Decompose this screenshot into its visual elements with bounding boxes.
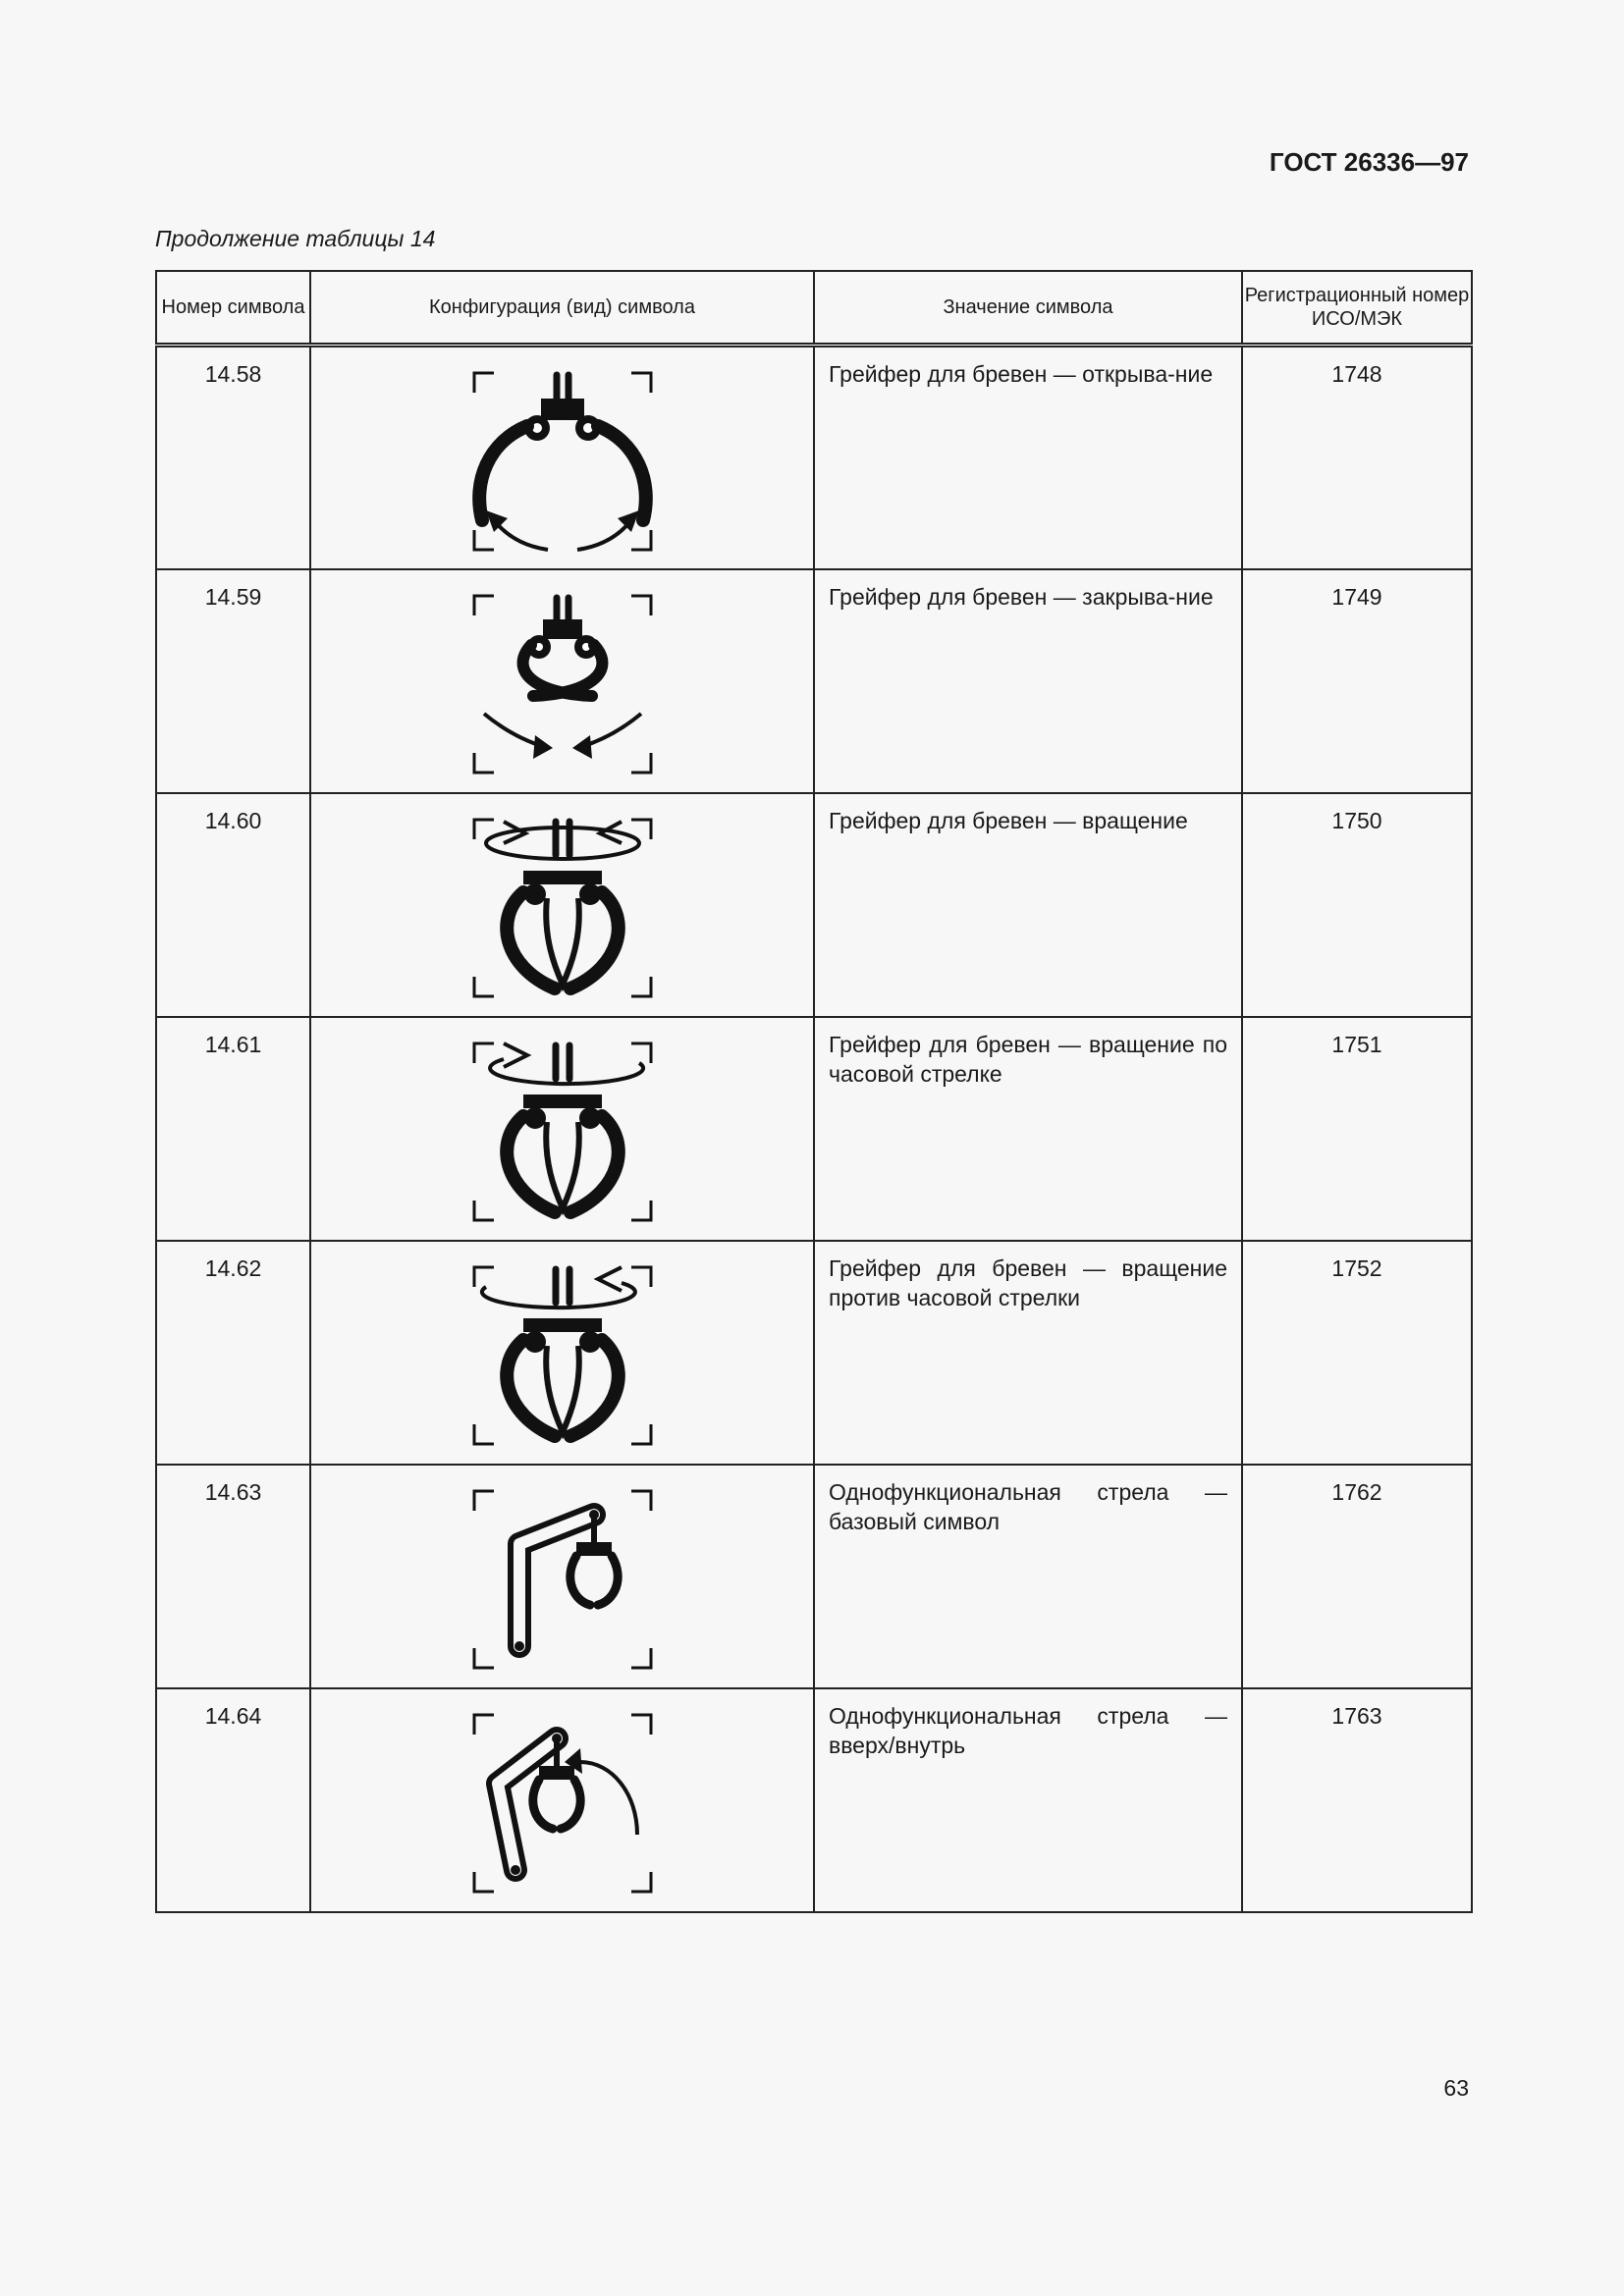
table-row <box>156 1017 1472 1241</box>
page-number: 63 <box>1443 2075 1469 2101</box>
boom-base-icon <box>464 1481 661 1678</box>
symbol-meaning: Однофункциональная стрела — вверх/внутрь <box>814 1688 1242 1912</box>
table-row <box>156 569 1472 793</box>
symbol-meaning: Грейфер для бревен — открыва-ние <box>814 346 1242 569</box>
symbol-number: 14.60 <box>156 793 310 1017</box>
registration-number: 1763 <box>1242 1688 1472 1912</box>
grapple-rotate-icon <box>464 810 661 1006</box>
col-header-reg: Регистрационный номер ИСО/МЭК <box>1242 271 1472 346</box>
symbol-meaning: Грейфер для бревен — вращение против часовой стрелки <box>814 1241 1242 1465</box>
registration-number: 1751 <box>1242 1017 1472 1241</box>
registration-number: 1750 <box>1242 793 1472 1017</box>
symbols-table <box>155 270 1473 1913</box>
symbol-number: 14.62 <box>156 1241 310 1465</box>
grapple-open-icon <box>464 363 661 560</box>
table-row <box>156 346 1472 569</box>
symbol-number: 14.59 <box>156 569 310 793</box>
table-row <box>156 1241 1472 1465</box>
registration-number: 1752 <box>1242 1241 1472 1465</box>
table-row <box>156 1688 1472 1912</box>
registration-number: 1749 <box>1242 569 1472 793</box>
grapple-rotate-ccw-icon <box>464 1257 661 1454</box>
symbol-meaning: Грейфер для бревен — закрыва-ние <box>814 569 1242 793</box>
grapple-rotate-cw-icon <box>464 1034 661 1230</box>
col-header-number: Номер символа <box>156 271 310 346</box>
table-caption: Продолжение таблицы 14 <box>155 226 436 251</box>
registration-number: 1762 <box>1242 1465 1472 1688</box>
col-header-meaning: Значение символа <box>814 271 1242 346</box>
grapple-close-icon <box>464 586 661 782</box>
table-header-row <box>156 271 1472 346</box>
symbol-number: 14.63 <box>156 1465 310 1688</box>
symbol-number: 14.64 <box>156 1688 310 1912</box>
symbol-meaning: Грейфер для бревен — вращение <box>814 793 1242 1017</box>
symbol-number: 14.58 <box>156 346 310 569</box>
table-row <box>156 1465 1472 1688</box>
table-row <box>156 793 1472 1017</box>
col-header-symbol: Конфигурация (вид) символа <box>310 271 814 346</box>
symbol-meaning: Однофункциональная стрела — базовый символ <box>814 1465 1242 1688</box>
registration-number: 1748 <box>1242 346 1472 569</box>
boom-up-in-icon <box>464 1705 661 1901</box>
symbol-number: 14.61 <box>156 1017 310 1241</box>
standard-code: ГОСТ 26336—97 <box>1269 147 1469 177</box>
symbol-meaning: Грейфер для бревен — вращение по часовой стрелке <box>814 1017 1242 1241</box>
